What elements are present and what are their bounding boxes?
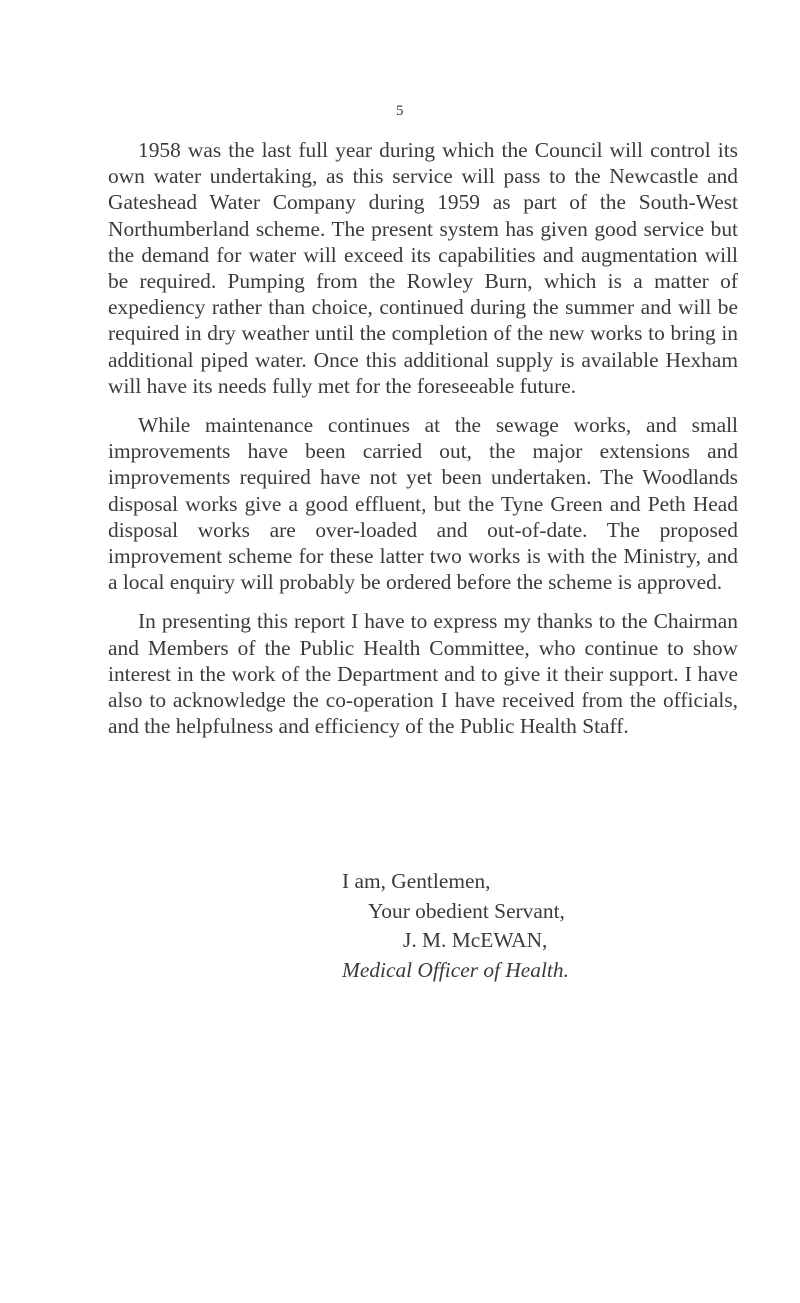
closing-valediction: Your obedient Servant, bbox=[368, 899, 565, 923]
body-text bbox=[108, 137, 738, 752]
paragraph-acknowledgements: In presenting this report I have to express my thanks to the Chairman and Members of the Public Health Committee, who continue to show interest in the work of the Department and to give it their support. I have also to acknowledge the co-operation I have received from the officials, and the helpfulness and efficiency of the Public Health Staff. bbox=[108, 609, 738, 739]
closing-title: Medical Officer of Health. bbox=[342, 958, 569, 982]
paragraph-sewage-works: While maintenance continues at the sewage works, and small improvements have been carried out, the major extensions and improvements required have not yet been undertaken. The Woodlands disposal works give a good effluent, but the Tyne Green and Peth Head disposal works are over-loaded and out-of-date. The proposed improvement scheme for these latter two works is with the Ministry, and a local enquiry will probably be ordered before the scheme is approved. bbox=[108, 413, 738, 595]
page-number: 5 bbox=[396, 103, 404, 119]
closing-signatory: J. M. McEWAN, bbox=[403, 928, 548, 952]
closing-salutation: I am, Gentlemen, bbox=[342, 869, 491, 893]
paragraph-water-supply: 1958 was the last full year during which the Council will control its own water undertaking, as this service will pass to the Newcastle and Gateshead Water Company during 1959 as part of the South-West Northumberland scheme. The present system has given good service but the demand for water will exceed its capabilities and augmentation will be required. Pumping from the Rowley Burn, which is a matter of expediency rather than choice, continued during the summer and will be required in dry weather until the completion of the new works to bring in additional piped water. Once this additional supply is available Hexham will have its needs fully met for the foreseeable future. bbox=[108, 138, 738, 398]
